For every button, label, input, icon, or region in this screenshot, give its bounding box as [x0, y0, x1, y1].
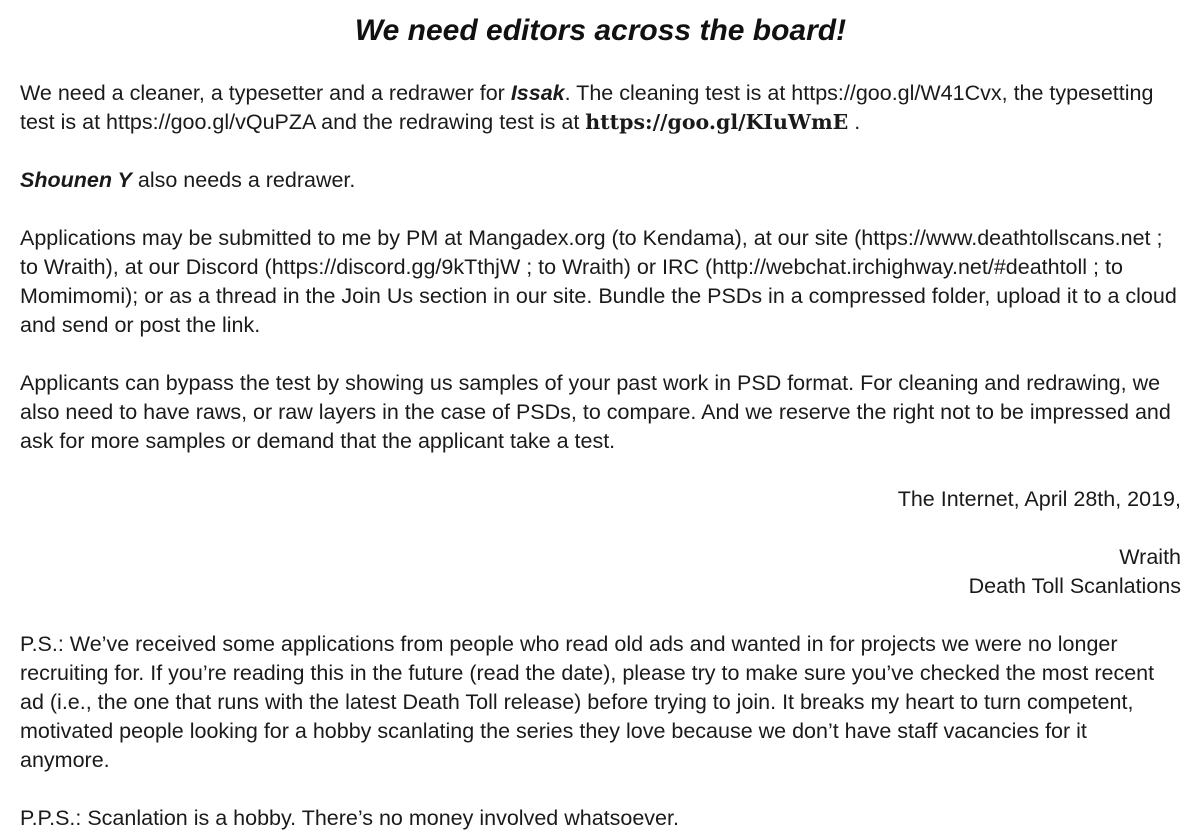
text-run: .: [848, 110, 861, 134]
paragraph-test-bypass: Applicants can bypass the test by showing us samples of your past work in PSD format. For cleaning and redrawing, we also need to have raws, or raw layers in the case of PSDs, to compare. And we reserve the right not to be impressed and ask for more samples or demand that the applicant take a test.: [20, 371, 1171, 453]
postscript: P.S.: We’ve received some applications from people who read old ads and wanted in for projects we were no longer recruiting for. If you’re reading this in the future (read the date), please try to make sure you’ve checked the most recent ad (i.e., the one that runs with the latest Death Toll release) before trying to join. It breaks my heart to turn competent, motivated people looking for a hobby scanlating the series they love because we don’t have staff vacancies for it anymore.: [20, 632, 1155, 772]
series-name-shounen-y: Shounen Y: [20, 168, 132, 192]
post-postscript: P.P.S.: Scanlation is a hobby. There’s no money involved whatsoever.: [20, 806, 679, 830]
paragraph-applications: Applications may be submitted to me by PM at Mangadex.org (to Kendama), at our site (https://www.deathtollscans.net ; to Wraith), at our Discord (https://discord.gg/9kTthjW ; to Wraith) or IRC (http://webchat.irchighway.net/#deathtoll ; to Momimomi); or as a thread in the Join Us section in our site. Bundle the PSDs in a compressed folder, upload it to a cloud and send or post the link.: [20, 226, 1177, 337]
text-run: We need a cleaner, a typesetter and a redrawer for: [20, 81, 511, 105]
paragraph-shounen-y: [20, 166, 1181, 195]
paragraph-editor-needs: [20, 79, 1181, 137]
series-name-issak: Issak: [510, 81, 565, 105]
signature-name: Wraith: [1119, 545, 1181, 569]
redrawing-test-url: https://goo.gl/KIuWmE: [585, 110, 849, 134]
dateline: The Internet, April 28th, 2019,: [897, 487, 1181, 511]
text-run: also needs a redrawer.: [131, 168, 356, 192]
page-title: We need editors across the board!: [354, 14, 847, 47]
signature-group: Death Toll Scanlations: [968, 574, 1181, 598]
text-run: . The cleaning test is at https://goo.gl/W41Cvx, the typesetting test is at https://goo.gl/vQuPZA and the redrawing test is at: [20, 81, 1154, 134]
